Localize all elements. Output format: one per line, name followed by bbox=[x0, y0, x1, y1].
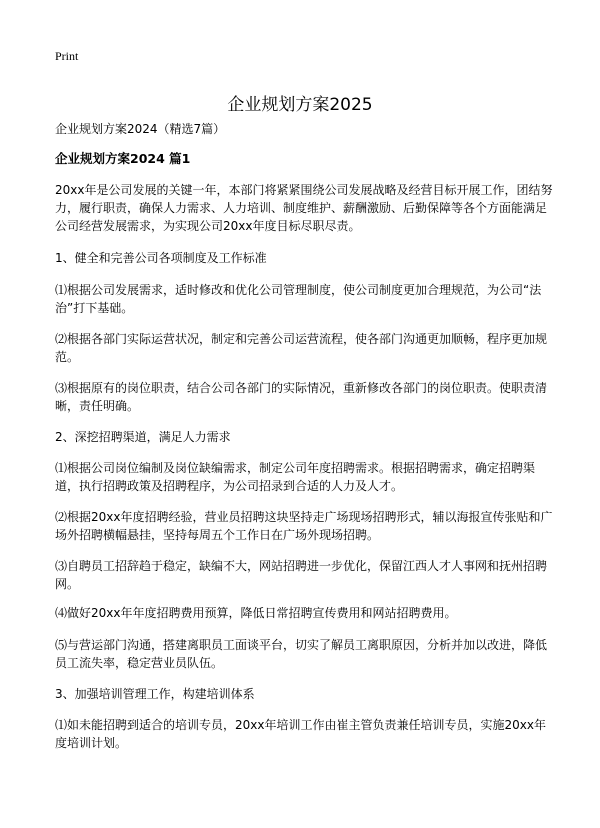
item-2-3: ⑶自聘员工招辞趋于稳定，缺编不大，网站招聘进一步优化，保留江西人才人事网和抚州招聘网。 bbox=[55, 559, 548, 591]
item-1-3: ⑶根据原有的岗位职责，结合公司各部门的实际情况，重新修改各部门的岗位职责。使职责清晰，责任明确。 bbox=[55, 381, 548, 413]
section-heading: 企业规划方案2024 篇1 bbox=[55, 151, 191, 166]
item-2-1: ⑴根据公司岗位编制及岗位缺编需求，制定公司年度招聘需求。根据招聘需求，确定招聘渠道，执行招聘政策及招聘程序，为公司招录到合适的人力及人才。 bbox=[55, 461, 536, 493]
print-link[interactable]: Print bbox=[55, 49, 79, 63]
item-2-4: ⑷做好20xx年年度招聘费用预算，降低日常招聘宣传费用和网站招聘费用。 bbox=[55, 606, 457, 620]
heading-3: 3、加强培训管理工作，构建培训体系 bbox=[55, 687, 255, 701]
document-title: 企业规划方案2025 bbox=[227, 95, 373, 116]
item-1-2: ⑵根据各部门实际运营状况，制定和完善公司运营流程，使各部门沟通更加顺畅，程序更加规范。 bbox=[55, 332, 548, 364]
item-2-5: ⑸与营运部门沟通，搭建离职员工面谈平台，切实了解员工离职原因，分析并加以改进，降低员工流失率，稳定营业员队伍。 bbox=[55, 638, 548, 670]
item-2-2: ⑵根据20xx年度招聘经验，营业员招聘这块坚持走广场现场招聘形式，辅以海报宣传张贴和广场外招聘横幅悬挂，坚持每周五个工作日在广场外现场招聘。 bbox=[55, 510, 553, 542]
heading-1: 1、健全和完善公司各项制度及工作标准 bbox=[55, 251, 267, 265]
document-subtitle: 企业规划方案2024（精选7篇） bbox=[55, 122, 226, 136]
item-3-1: ⑴如未能招聘到适合的培训专员，20xx年培训工作由崔主管负责兼任培训专员，实施20xx年度培训计划。 bbox=[55, 718, 546, 750]
intro-paragraph: 20xx年是公司发展的关键一年，本部门将紧紧围绕公司发展战略及经营目标开展工作，团结努力，履行职责，确保人力需求、人力培训、制度维护、薪酬激励、后勤保障等各个方面能满足公司经营发展需求，为实现公司20xx年度目标尽职尽责。 bbox=[55, 183, 553, 233]
item-1-1: ⑴根据公司发展需求，适时修改和优化公司管理制度，使公司制度更加合理规范，为公司“法治”打下基础。 bbox=[55, 283, 542, 315]
heading-2: 2、深挖招聘渠道，满足人力需求 bbox=[55, 430, 231, 444]
